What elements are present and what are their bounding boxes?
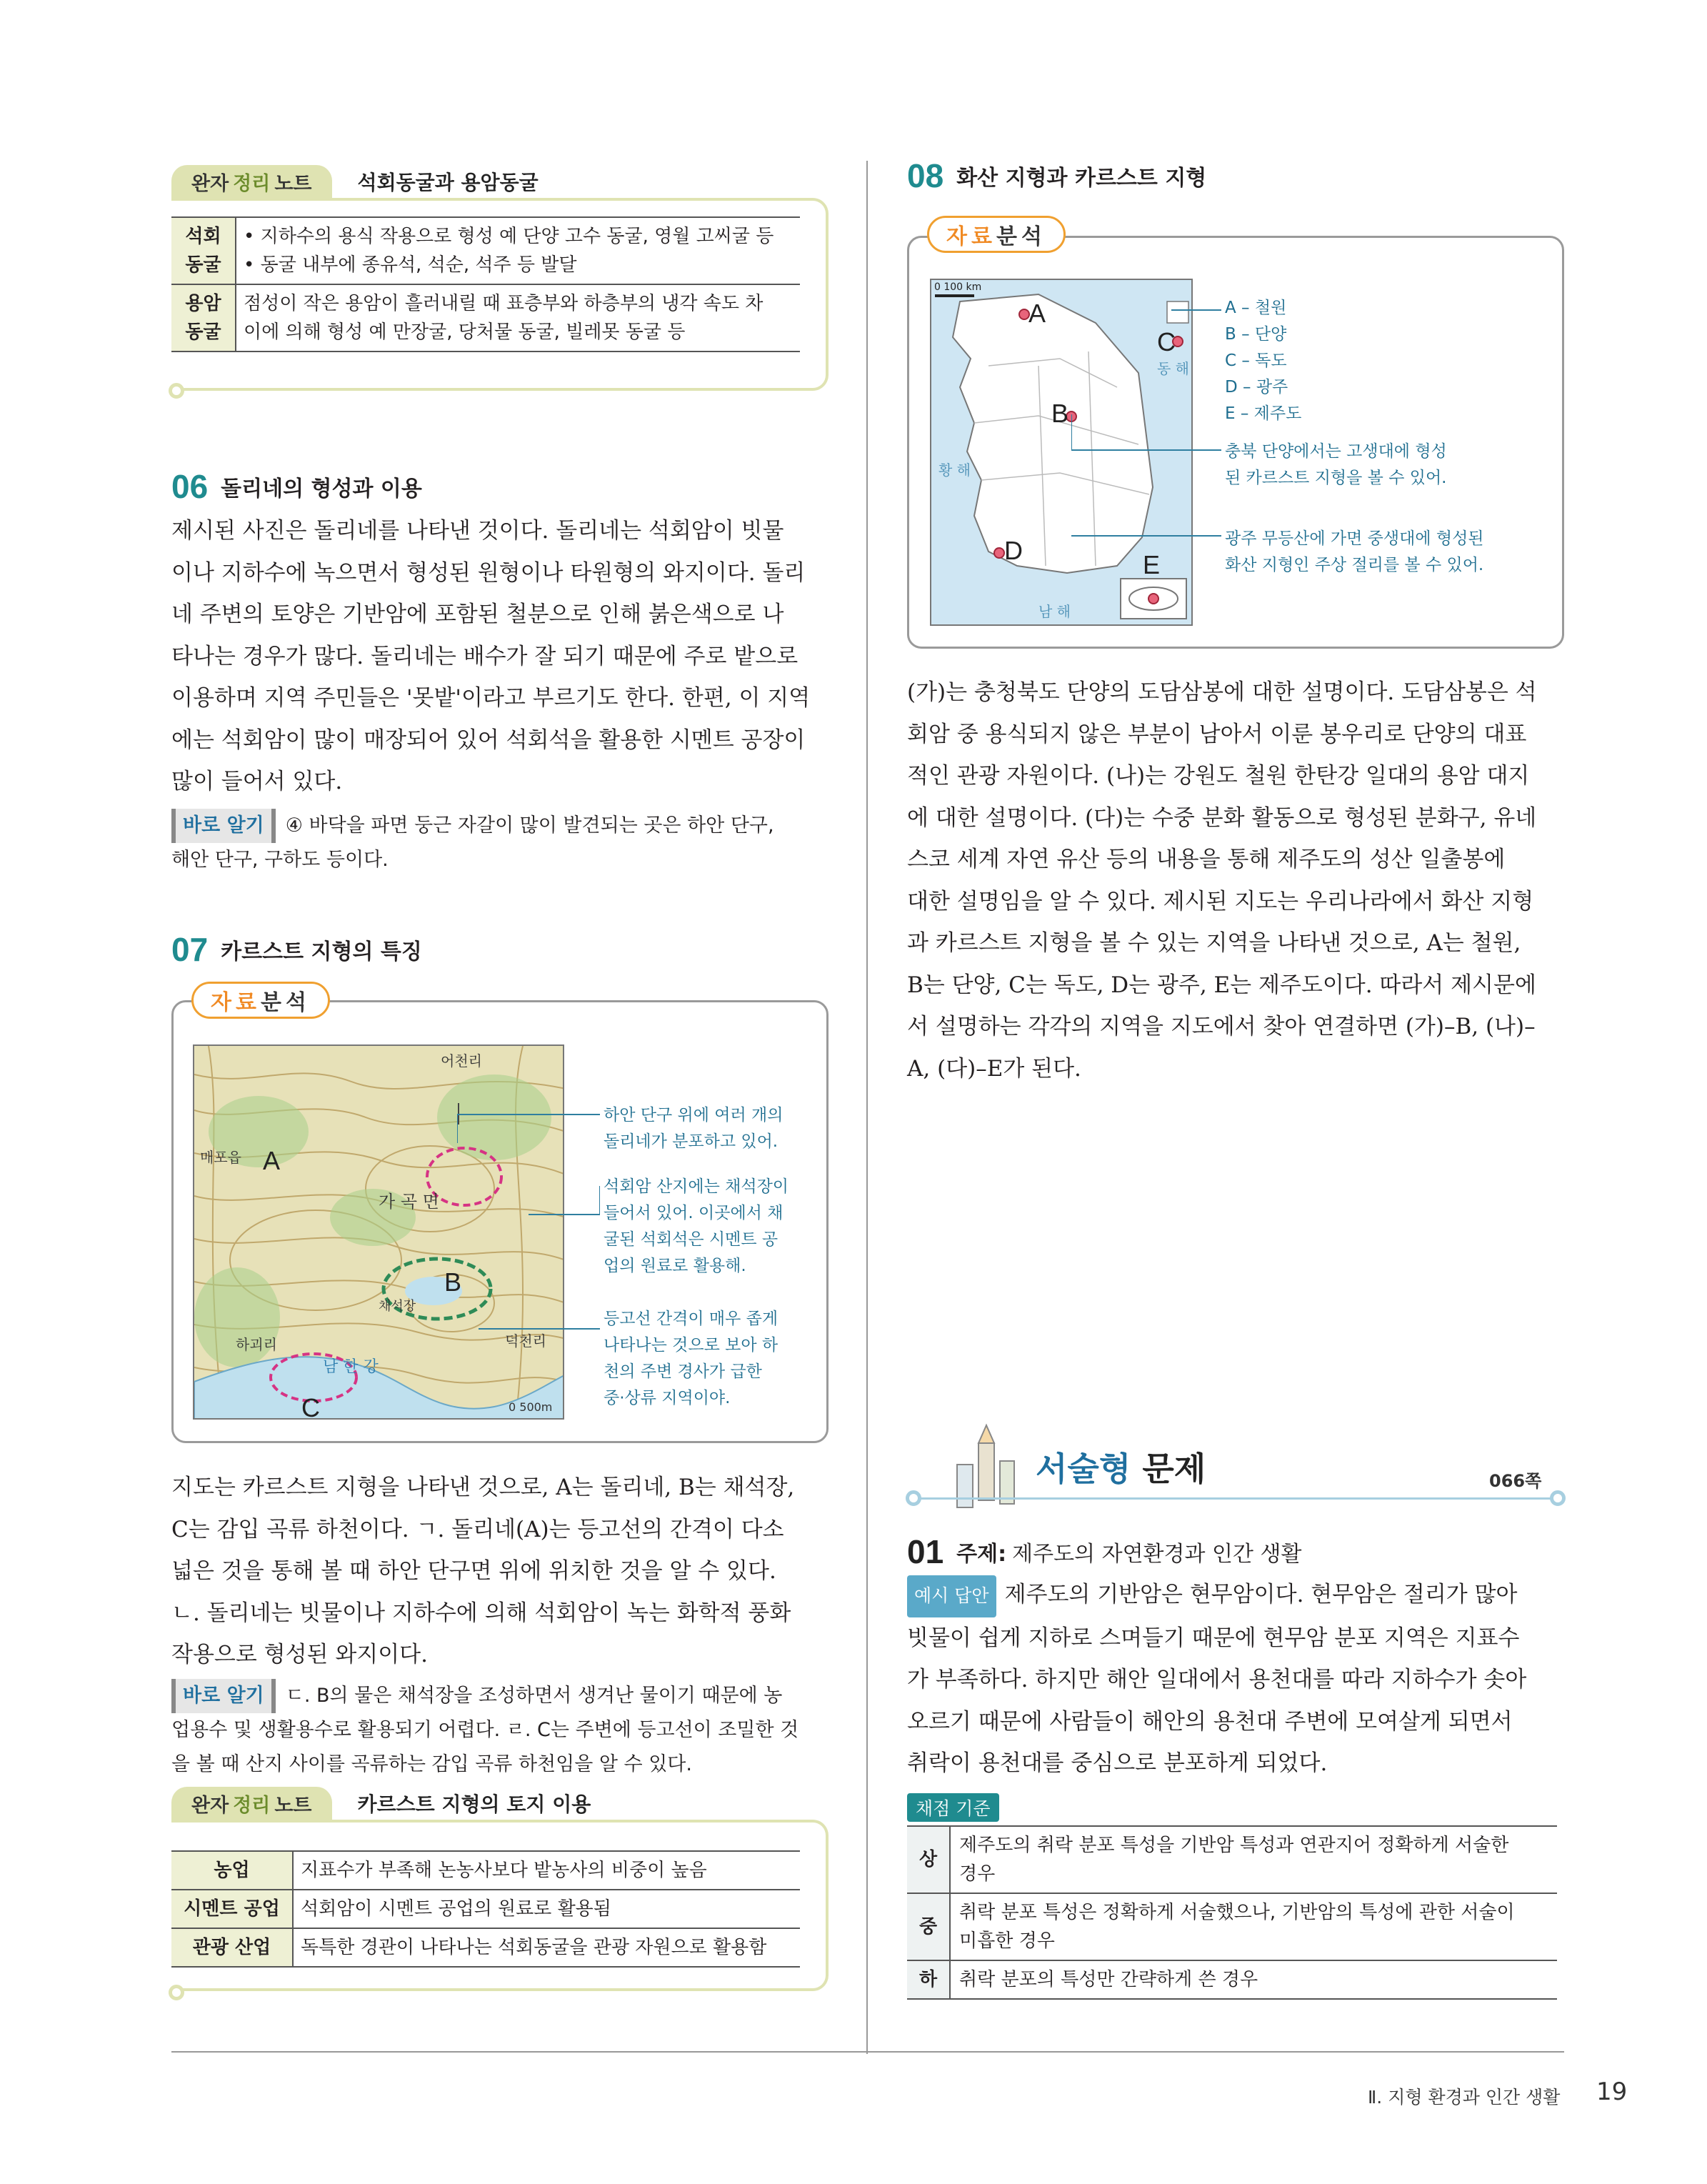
q06-line: 많이 들어서 있다. <box>171 769 343 794</box>
seosul-q1-heading <box>907 1532 1302 1571</box>
score-criteria-tag: 채점 기준 <box>907 1793 999 1822</box>
q08-legend <box>1225 295 1301 427</box>
map-label-d: D <box>1004 536 1023 565</box>
q07-callout-3 <box>604 1306 818 1412</box>
map-label-bottom-left: 하괴리 <box>236 1336 277 1353</box>
score-desc <box>950 1893 1557 1960</box>
seosul-title-b: 문제 <box>1142 1450 1206 1488</box>
q08-line: (가)는 충청북도 단양의 도담삼봉에 대한 설명이다. 도담삼봉은 석 <box>907 679 1537 705</box>
q06-line: 제시된 사진은 돌리네를 나타낸 것이다. 돌리네는 석회암이 빗물 <box>171 518 784 544</box>
callout-line: 등고선 간격이 매우 좁게 <box>604 1310 779 1328</box>
map-label-a: A <box>263 1146 281 1175</box>
map-scale: 0 100 km <box>934 281 982 293</box>
q08-line: A, (다)–E가 된다. <box>907 1055 1081 1082</box>
q07-correct-label: 바로 알기 <box>171 1679 276 1713</box>
seosul-ball-right <box>1550 1490 1566 1506</box>
score-grade: 중 <box>907 1893 950 1960</box>
score-table <box>907 1825 1557 2000</box>
score-criteria-tag-wrap <box>907 1793 999 1822</box>
note1-row-head: 석회 동굴 <box>171 217 236 284</box>
q08-line: 대한 설명임을 알 수 있다. 제시된 지도는 우리나라에서 화산 지형 <box>907 888 1534 914</box>
note1-line: • 동굴 내부에 종유석, 석순, 석주 등 발달 <box>244 254 577 276</box>
answer-line: 오르기 때문에 사람들이 해안의 용천대 주변에 모여살게 되면서 <box>907 1708 1513 1735</box>
callout-line: 중·상류 지역이야. <box>604 1389 731 1407</box>
footer-section: Ⅱ. 지형 환경과 인간 생활 <box>1368 2087 1561 2108</box>
q06-body <box>171 510 829 803</box>
q08-line: 에 대한 설명이다. (다)는 수중 분화 활동으로 형성된 분화구, 유네 <box>907 804 1537 831</box>
note2-tab <box>171 1787 332 1820</box>
callout-line: 업의 원료로 활용해. <box>604 1257 746 1275</box>
q08-callout-1 <box>1225 439 1447 492</box>
q06-number: 06 <box>171 468 209 505</box>
tag-char: 석 <box>285 990 311 1015</box>
seosul-q-number: 01 <box>907 1533 944 1570</box>
note2-row-text: 석회암이 시멘트 공업의 원료로 활용됨 <box>293 1890 800 1928</box>
score-line: 취락 분포의 특성만 간략하게 쓴 경우 <box>950 1960 1557 1999</box>
q07-correct-line: 을 볼 때 산지 사이를 곡류하는 감입 곡류 하천임을 알 수 있다. <box>171 1753 692 1775</box>
map-label-river: 남 한 강 <box>323 1358 379 1376</box>
footer-rule <box>171 2051 1564 2053</box>
seosul-topic: 제주도의 자연환경과 인간 생활 <box>1012 1542 1302 1567</box>
tag-char: 분 <box>996 224 1021 249</box>
q07-body <box>171 1467 829 1676</box>
q08-line: 회암 중 용식되지 않은 부분이 남아서 이룬 봉우리로 단양의 대표 <box>907 721 1527 747</box>
callout-line: 나타나는 것으로 보아 하 <box>604 1336 779 1355</box>
seosul-ball-left <box>906 1490 921 1506</box>
score-line: 미흡한 경우 <box>959 1930 1055 1952</box>
note1-tab <box>171 165 332 198</box>
q07-line: ㄴ. 돌리네는 빗물이나 지하수에 의해 석회암이 녹는 화학적 풍화 <box>171 1600 791 1626</box>
note1-tab-a: 완자 <box>191 172 229 195</box>
q07-number: 07 <box>171 931 209 968</box>
q06-heading <box>171 467 422 506</box>
note2-tab-b: 정리 <box>233 1794 271 1817</box>
callout-line: 돌리네가 분포하고 있어. <box>604 1132 779 1151</box>
map-label-top: 어천리 <box>441 1052 482 1069</box>
map-label-south-sea: 남 해 <box>1038 603 1071 620</box>
note1-ball <box>169 383 184 399</box>
seosul-heading <box>1036 1443 1206 1490</box>
map-label-c: C <box>301 1393 320 1420</box>
map-label-east-sea: 동 해 <box>1157 360 1189 377</box>
q06-line: 이나 지하수에 녹으면서 형성된 원형이나 타원형의 와지이다. 돌리 <box>171 559 806 586</box>
pencil-illustration-icon <box>943 1422 1028 1515</box>
note2-row <box>171 1851 800 1890</box>
map-label-e: E <box>1143 550 1161 579</box>
legend-item: B – 단양 <box>1225 325 1287 344</box>
q07-title: 카르스트 지형의 특징 <box>221 939 422 964</box>
answer-line: 취락이 용천대를 중심으로 분포하게 되었다. <box>907 1750 1328 1776</box>
note2-header <box>171 1787 591 1820</box>
q08-line: B는 단양, C는 독도, D는 광주, E는 제주도이다. 따라서 제시문에 <box>907 972 1536 998</box>
map-label-a: A <box>1028 299 1046 328</box>
map-label-b: B <box>444 1267 462 1297</box>
map-label-c: C <box>1157 327 1176 356</box>
note1-line: • 지하수의 용식 작용으로 형성 예 단양 고수 동굴, 영월 고씨굴 등 <box>244 226 774 247</box>
q07-line: 작용으로 형성된 와지이다. <box>171 1642 428 1667</box>
note2-table <box>171 1850 800 1968</box>
q06-line: 이용하며 지역 주민들은 '못밭'이라고 부르기도 한다. 한편, 이 지역 <box>171 685 811 711</box>
q06-correct <box>171 809 829 877</box>
q06-correct-line: 해안 단구, 구하도 등이다. <box>171 849 389 871</box>
q07-line: C는 감입 곡류 하천이다. ㄱ. 돌리네(A)는 등고선의 간격이 다소 <box>171 1516 784 1542</box>
q08-line: 적인 관광 자원이다. (나)는 강원도 철원 한탄강 일대의 용암 대지 <box>907 763 1530 789</box>
q08-number: 08 <box>907 157 944 194</box>
callout-line: 천의 주변 경사가 급한 <box>604 1362 762 1381</box>
note2-row-text: 지표수가 부족해 논농사보다 밭농사의 비중이 높음 <box>293 1851 800 1890</box>
map-label-yellow-sea: 황 해 <box>938 462 971 479</box>
q07-line: 넓은 것을 통해 볼 때 하안 단구면 위에 위치한 것을 알 수 있다. <box>171 1558 776 1584</box>
q07-callout-2 <box>604 1174 818 1280</box>
note1-table <box>171 216 800 352</box>
answer-line: 빗물이 쉽게 지하로 스며들기 때문에 현무암 분포 지역은 지표수 <box>907 1625 1520 1651</box>
q08-heading <box>907 156 1206 195</box>
note1-line: 점성이 작은 용암이 흘러내릴 때 표층부와 하층부의 냉각 속도 차 <box>244 293 764 314</box>
note2-row <box>171 1890 800 1928</box>
note2-tab-c: 노트 <box>274 1794 312 1817</box>
q07-data-tag <box>191 982 330 1019</box>
legend-item: E – 제주도 <box>1225 404 1302 423</box>
seosul-title <box>1036 1443 1206 1490</box>
callout-line: 굴된 석회석은 시멘트 공 <box>604 1230 779 1249</box>
page-number: 19 <box>1596 2078 1628 2106</box>
note1-row-head: 용암 동굴 <box>171 284 236 351</box>
map-label-center: 가 곡 면 <box>379 1192 439 1212</box>
q07-heading <box>171 930 422 969</box>
seosul-line <box>914 1497 1557 1500</box>
score-grade: 하 <box>907 1960 950 1999</box>
note1-row <box>171 284 800 351</box>
q07-callout-lines <box>457 1100 600 1343</box>
seosul-answer <box>907 1574 1564 1785</box>
answer-line: 제주도의 기반암은 현무암이다. 현무암은 절리가 많아 <box>1004 1582 1518 1607</box>
legend-item: C – 독도 <box>1225 351 1287 370</box>
map-label-left: 매포읍 <box>200 1149 241 1166</box>
note2-row-text: 독특한 경관이 나타나는 석회동굴을 관광 자원으로 활용함 <box>293 1928 800 1967</box>
tag-char: 료 <box>971 224 996 249</box>
score-grade: 상 <box>907 1826 950 1893</box>
q07-correct-line: 업용수 및 생활용수로 활용되기 어렵다. ㄹ. C는 주변에 등고선이 조밀한 것 <box>171 1719 799 1741</box>
q08-line: 스코 세계 자연 유산 등의 내용을 통해 제주도의 성산 일출봉에 <box>907 847 1506 872</box>
map-label-b: B <box>1051 399 1069 428</box>
tag-char: 자 <box>946 224 971 249</box>
tag-char: 분 <box>260 990 286 1015</box>
callout-line: 충북 단양에서는 고생대에 형성 <box>1225 442 1447 461</box>
note1-row <box>171 217 800 284</box>
q07-line: 지도는 카르스트 지형을 나타낸 것으로, A는 돌리네, B는 채석장, <box>171 1475 795 1500</box>
q08-callout-lines <box>1071 300 1221 586</box>
note2-row-head: 농업 <box>171 1851 293 1890</box>
q06-line: 타나는 경우가 많다. 돌리네는 배수가 잘 되기 때문에 주로 밭으로 <box>171 643 799 669</box>
score-row <box>907 1893 1557 1960</box>
note1-tab-c: 노트 <box>274 172 312 195</box>
note2-row <box>171 1928 800 1967</box>
q06-title: 돌리네의 형성과 이용 <box>221 477 422 502</box>
tag-char: 석 <box>1021 224 1046 249</box>
callout-line: 된 카르스트 지형을 볼 수 있어. <box>1225 469 1447 487</box>
score-line: 경우 <box>959 1863 996 1885</box>
legend-item: D – 광주 <box>1225 378 1288 397</box>
note1-title: 석회동굴과 용암동굴 <box>357 171 539 194</box>
tag-char: 자 <box>211 990 236 1015</box>
score-row <box>907 1826 1557 1893</box>
score-row <box>907 1960 1557 1999</box>
q08-data-tag <box>927 216 1066 253</box>
q06-correct-line: ④ 바닥을 파면 둥근 자갈이 많이 발견되는 곳은 하안 단구, <box>285 814 774 837</box>
q08-line: 서 설명하는 각각의 지역을 지도에서 찾아 연결하면 (가)–B, (나)– <box>907 1014 1536 1039</box>
seosul-topic-label: 주제: <box>956 1542 1007 1567</box>
note1-row-body <box>236 217 800 284</box>
score-line: 취락 분포 특성은 정확하게 서술했으나, 기반암의 특성에 관한 서술이 <box>959 1902 1515 1923</box>
q06-correct-label: 바로 알기 <box>171 809 276 843</box>
q07-correct-line: ㄷ. B의 물은 채석장을 조성하면서 생겨난 물이기 때문에 농 <box>285 1685 783 1707</box>
callout-line: 석회암 산지에는 채석장이 <box>604 1177 789 1196</box>
callout-line: 화산 지형인 주상 절리를 볼 수 있어. <box>1225 556 1484 574</box>
q06-line: 네 주변의 토양은 기반암에 포함된 철분으로 인해 붉은색으로 나 <box>171 602 784 627</box>
q08-line: 과 카르스트 지형을 볼 수 있는 지역을 나타낸 것으로, A는 철원, <box>907 930 1521 956</box>
note2-title: 카르스트 지형의 토지 이용 <box>357 1792 591 1816</box>
note1-line: 이에 의해 형성 예 만장굴, 당처물 동굴, 빌레못 동굴 등 <box>244 321 686 343</box>
score-desc <box>950 1826 1557 1893</box>
note1-header <box>171 165 539 198</box>
note2-tab-a: 완자 <box>191 1794 229 1817</box>
callout-line: 광주 무등산에 가면 중생대에 형성된 <box>1225 529 1484 548</box>
seosul-page-ref: 066쪽 <box>1489 1471 1542 1491</box>
q06-line: 에는 석회암이 많이 매장되어 있어 석회석을 활용한 시멘트 공장이 <box>171 727 806 753</box>
q07-correct <box>171 1679 829 1782</box>
answer-line: 가 부족하다. 하지만 해안 일대에서 용천대를 따라 지하수가 솟아 <box>907 1667 1527 1692</box>
q08-body <box>907 672 1564 1089</box>
note1-row-body <box>236 284 800 351</box>
tag-char: 료 <box>235 990 261 1015</box>
q08-callout-2 <box>1225 526 1484 579</box>
map-label-right: 덕천리 <box>505 1332 546 1350</box>
callout-line: 들어서 있어. 이곳에서 채 <box>604 1204 784 1222</box>
map-label-scale: 0 500m <box>509 1400 553 1414</box>
note2-ball <box>169 1985 184 2000</box>
legend-item: A – 철원 <box>1225 299 1287 317</box>
q07-callout-1 <box>604 1102 818 1155</box>
q08-title: 화산 지형과 카르스트 지형 <box>956 166 1207 191</box>
score-line: 제주도의 취락 분포 특성을 기반암 특성과 연관지어 정확하게 서술한 <box>959 1835 1509 1856</box>
note2-row-head: 관광 산업 <box>171 1928 293 1967</box>
map-label-quarry: 채석장 <box>379 1299 416 1314</box>
callout-line: 하안 단구 위에 여러 개의 <box>604 1106 784 1125</box>
note2-row-head: 시멘트 공업 <box>171 1890 293 1928</box>
example-answer-tag: 예시 답안 <box>907 1575 996 1617</box>
note1-tab-b: 정리 <box>233 172 271 195</box>
seosul-title-a: 서술형 <box>1036 1450 1131 1488</box>
column-divider <box>866 161 868 2054</box>
